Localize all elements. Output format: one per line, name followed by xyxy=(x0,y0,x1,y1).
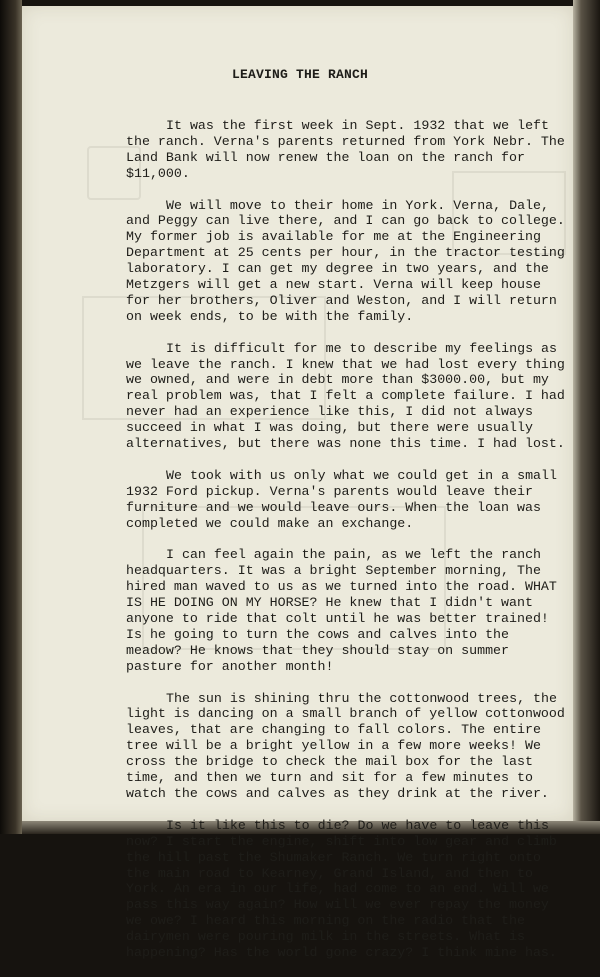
paragraph: It is difficult for me to describe my feelings as we leave the ranch. I knew that we had lost every thing we owned, and were in debt more than $3000.00, but my real problem was, that I felt a complete failure. I had never had an experience like this, I did not always succeed in what I was doing, but there were usually alternatives, but there was none this time. I had lost. xyxy=(126,340,565,452)
paragraph: We will move to their home in York. Verna, Dale, and Peggy can live there, and I can go back to college. My former job is available for me at the Engineering Department at 25 cents per hour, in the tractor testing laboratory. I can get my degree in two years, and the Metzgers will get a new start. Verna will keep house for her brothers, Oliver and Weston, and I will return on week ends, to be with the family. xyxy=(126,197,565,324)
paragraph: We took with us only what we could get in a small 1932 Ford pickup. Verna's parents would leave their furniture and we would leave ours. When the loan was completed we could make an exchange. xyxy=(126,467,557,531)
paragraph: It was the first week in Sept. 1932 that we left the ranch. Verna's parents returned from York Nebr. The Land Bank will now renew the loan on the ranch for $11,000. xyxy=(126,118,565,181)
document-body xyxy=(126,118,571,977)
paragraph: I can feel again the pain, as we left the ranch headquarters. It was a bright September morning, The hired man waved to us as we turned into the road. WHAT IS HE DOING ON MY HORSE? He knew that I didn't want anyone to ride that colt until he was better trained! Is he going to turn the cows and calves into the meadow? He knows that they should stay on summer pasture for another month! xyxy=(126,547,557,674)
page-title: LEAVING THE RANCH xyxy=(231,67,369,82)
book-binding-shadow xyxy=(0,0,22,834)
paragraph: Is it like this to die? Do we have to leave this now? I start the engine, shift into low gear and climb the hill past the Shumaker Ranch. We turn right onto the main road to Kearney, Grand Island, and then to York. An era in our life, had come to an end. Will we pass this way again? How will we ever repay the money we owe? I heard this morning on the radio that the dairymen were pouring milk in the streets. What is happening? Has the world gone crazy? I think mine has. xyxy=(126,817,557,961)
paragraph: The sun is shining thru the cottonwood trees, the light is dancing on a small branch of yellow cottonwood leaves, that are changing to fall colors. The entire tree will be a bright yellow in a few more weeks! We cross the bridge to check the mail box for the last time, and then we turn and sit for a few minutes to watch the cows and calves as they drink at the river. xyxy=(126,690,565,801)
page-stack-edge xyxy=(573,0,600,834)
